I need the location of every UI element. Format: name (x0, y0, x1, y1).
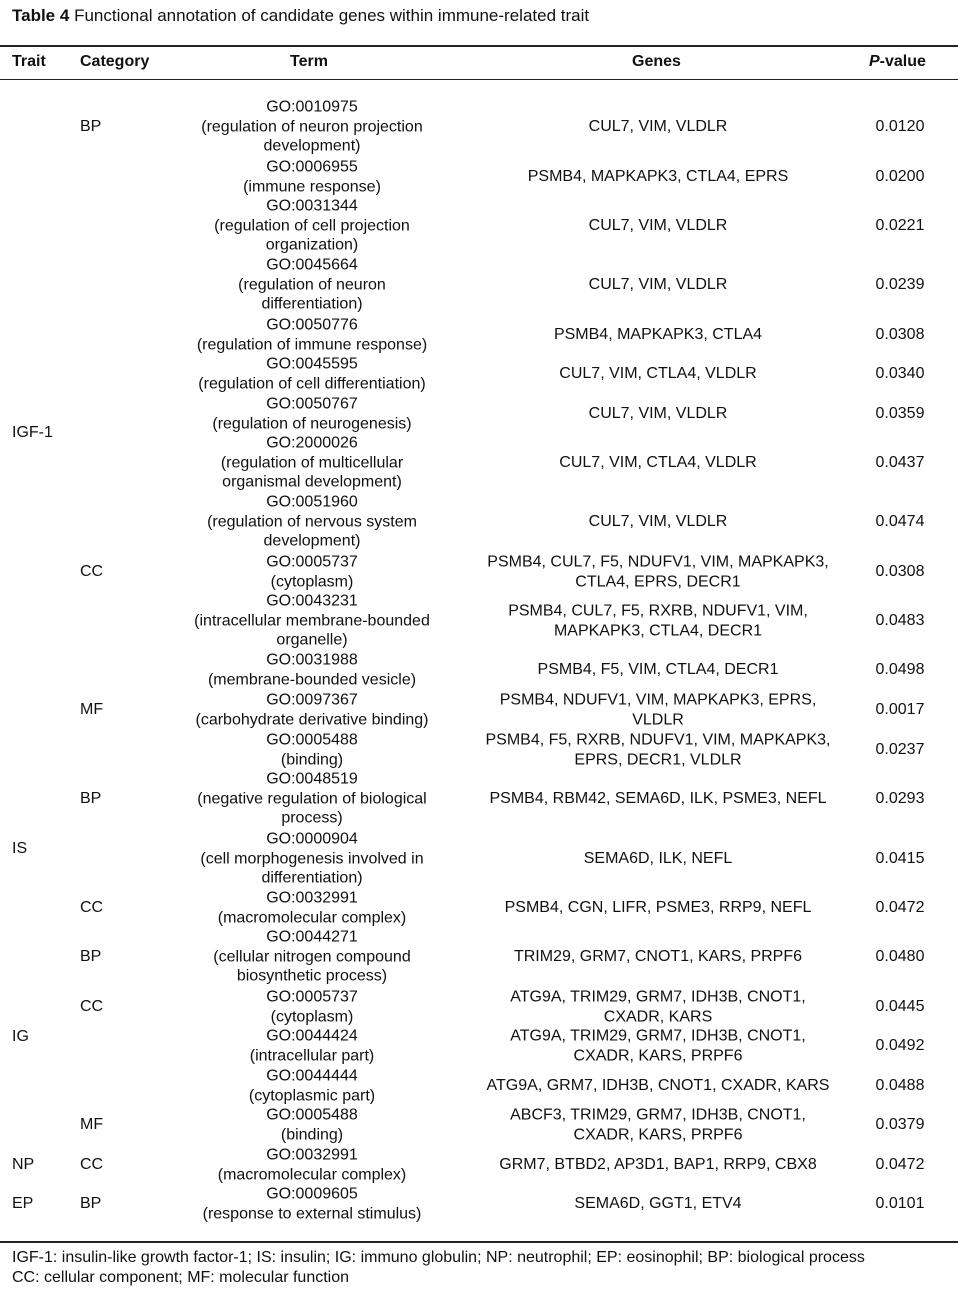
genes-cell (458, 947, 858, 967)
trait-cell: IGF-1 (12, 424, 53, 442)
term-description: biosynthetic process) (236, 967, 388, 985)
go-id: GO:0005737 (266, 988, 358, 1006)
term-cell (172, 1026, 452, 1065)
go-id: GO:0032991 (266, 1146, 358, 1164)
genes-line: MAPKAPK3, CTLA4, DECR1 (553, 622, 763, 639)
header-genes: Genes (632, 53, 681, 70)
genes-line: PSMB4, MAPKAPK3, CTLA4 (553, 326, 763, 344)
genes-cell (458, 404, 858, 424)
term-cell (172, 1105, 452, 1144)
genes-line: CTLA4, EPRS, DECR1 (575, 573, 741, 590)
genes-line: CUL7, VIM, VLDLR (588, 405, 728, 423)
term-cell (172, 255, 452, 314)
go-id: GO:0031344 (266, 197, 358, 215)
term-description: (regulation of cell differentiation) (198, 375, 426, 392)
term-cell (172, 492, 452, 551)
term-description: (macromolecular complex) (217, 909, 407, 926)
term-cell (172, 315, 452, 354)
genes-cell (458, 690, 858, 729)
go-id: GO:0006955 (266, 158, 358, 176)
pvalue-cell: 0.0445 (875, 998, 925, 1016)
pvalue-cell: 0.0379 (875, 1116, 925, 1134)
term-description: (intracellular part) (249, 1047, 375, 1064)
term-cell (172, 552, 452, 591)
genes-line: PSMB4, CUL7, F5, RXRB, NDUFV1, VIM, (508, 602, 808, 620)
pvalue-cell: 0.0492 (875, 1037, 925, 1055)
term-description: (regulation of neuron (238, 276, 386, 294)
go-id: GO:0050767 (266, 395, 358, 413)
go-id: GO:0044271 (266, 928, 358, 946)
term-description: (binding) (280, 1126, 344, 1143)
term-cell (172, 730, 452, 769)
trait-cell: NP (12, 1156, 35, 1174)
go-id: GO:0097367 (266, 691, 358, 709)
genes-cell (458, 364, 858, 384)
genes-line: PSMB4, RBM42, SEMA6D, ILK, PSME3, NEFL (489, 790, 827, 808)
category-cell: CC (80, 1156, 104, 1174)
genes-cell (458, 601, 858, 640)
term-cell (172, 650, 452, 689)
pvalue-cell: 0.0359 (875, 405, 925, 423)
term-cell (172, 196, 452, 255)
go-id: GO:2000026 (266, 434, 358, 452)
go-id: GO:0031988 (266, 651, 358, 669)
go-id: GO:0048519 (266, 770, 358, 788)
term-cell (172, 433, 452, 492)
genes-cell (458, 1076, 858, 1096)
trait-cell: IS (12, 840, 28, 858)
header-category: Category (80, 53, 150, 70)
go-id: GO:0050776 (266, 316, 358, 334)
category-cell: CC (80, 998, 104, 1016)
trait-cell: IG (12, 1028, 29, 1046)
genes-line: CUL7, VIM, CTLA4, VLDLR (559, 365, 757, 383)
header-trait: Trait (12, 53, 46, 70)
genes-line: CXADR, KARS, PRPF6 (573, 1126, 743, 1143)
term-cell (172, 888, 452, 927)
go-id: GO:0009605 (266, 1185, 358, 1203)
go-id: GO:0005737 (266, 553, 358, 571)
genes-line: CUL7, VIM, VLDLR (588, 118, 728, 136)
table-number: Table 4 (12, 6, 70, 25)
term-description: development) (263, 137, 361, 155)
pvalue-cell: 0.0308 (875, 563, 925, 581)
term-description: organelle) (276, 631, 348, 649)
term-description: (response to external stimulus) (202, 1205, 422, 1222)
genes-line: VLDLR (632, 711, 684, 728)
go-id: GO:0051960 (266, 493, 358, 511)
go-id: GO:0044424 (266, 1027, 358, 1045)
genes-line: CXADR, KARS (603, 1008, 713, 1025)
footnote-line-2: CC: cellular component; MF: molecular function (12, 1269, 350, 1286)
bottom-rule (0, 1241, 958, 1243)
top-rule (0, 45, 958, 47)
genes-line: ABCF3, TRIM29, GRM7, IDH3B, CNOT1, (510, 1106, 806, 1124)
genes-line: PSMB4, F5, RXRB, NDUFV1, VIM, MAPKAPK3, (485, 731, 831, 749)
genes-line: ATG9A, TRIM29, GRM7, IDH3B, CNOT1, (510, 1027, 806, 1045)
pvalue-cell: 0.0221 (875, 217, 925, 235)
term-description: (immune response) (243, 178, 381, 195)
term-description: (regulation of nervous system (207, 513, 417, 531)
term-description: (regulation of neurogenesis) (212, 415, 412, 432)
genes-cell (458, 849, 858, 869)
pvalue-cell: 0.0308 (875, 326, 925, 344)
term-description: organization) (265, 236, 359, 254)
term-cell (172, 690, 452, 729)
genes-cell (458, 167, 858, 187)
term-description: development) (263, 532, 361, 550)
header-rule (0, 79, 958, 80)
term-cell (172, 769, 452, 828)
term-description: (macromolecular complex) (217, 1166, 407, 1183)
term-description: (regulation of immune response) (196, 336, 428, 353)
genes-line: GRM7, BTBD2, AP3D1, BAP1, RRP9, CBX8 (499, 1156, 817, 1174)
genes-line: PSMB4, MAPKAPK3, CTLA4, EPRS (527, 168, 789, 186)
term-description: (regulation of neuron projection (201, 118, 423, 136)
genes-line: EPRS, DECR1, VLDLR (574, 751, 742, 768)
genes-cell (458, 453, 858, 473)
genes-cell (458, 730, 858, 769)
pvalue-cell: 0.0488 (875, 1077, 925, 1095)
pvalue-cell: 0.0017 (875, 701, 925, 719)
term-cell (172, 591, 452, 650)
term-cell (172, 1145, 452, 1184)
genes-line: PSMB4, F5, VIM, CTLA4, DECR1 (537, 661, 779, 679)
genes-cell (458, 1194, 858, 1214)
genes-cell (458, 1155, 858, 1175)
term-description: organismal development) (222, 473, 402, 491)
category-cell: BP (80, 1195, 102, 1213)
term-cell (172, 987, 452, 1026)
go-id: GO:0010975 (266, 98, 358, 116)
term-description: (regulation of cell projection (214, 217, 410, 235)
genes-cell (458, 216, 858, 236)
genes-cell (458, 1105, 858, 1144)
term-cell (172, 927, 452, 986)
header-pvalue-rest: -value (879, 53, 926, 70)
term-description: (cellular nitrogen compound (213, 948, 411, 966)
pvalue-cell: 0.0472 (875, 1156, 925, 1174)
term-cell (172, 1066, 452, 1105)
genes-line: SEMA6D, GGT1, ETV4 (574, 1195, 742, 1213)
pvalue-cell: 0.0415 (875, 850, 925, 868)
category-cell: MF (80, 701, 104, 719)
category-cell: BP (80, 790, 102, 808)
genes-line: CUL7, VIM, CTLA4, VLDLR (559, 454, 757, 472)
term-cell (172, 394, 452, 433)
genes-line: PSMB4, NDUFV1, VIM, MAPKAPK3, EPRS, (499, 691, 817, 709)
term-description: (regulation of multicellular (220, 454, 404, 472)
go-id: GO:0045664 (266, 256, 358, 274)
genes-cell (458, 512, 858, 532)
term-description: (cell morphogenesis involved in (200, 850, 424, 868)
pvalue-cell: 0.0474 (875, 513, 925, 531)
term-description: (cytoplasm) (270, 573, 354, 590)
genes-cell (458, 987, 858, 1026)
term-description: (cytoplasm) (270, 1008, 354, 1025)
genes-line: PSMB4, CUL7, F5, NDUFV1, VIM, MAPKAPK3, (487, 553, 829, 571)
go-id: GO:0044444 (266, 1067, 358, 1085)
category-cell: MF (80, 1116, 104, 1134)
category-cell: BP (80, 118, 102, 136)
footnote-line-1: IGF-1: insulin-like growth factor-1; IS: insulin; IG: immuno globulin; NP: neutrophil; EP: eosinophil; BP: biological process (12, 1249, 865, 1266)
term-cell (172, 1184, 452, 1223)
go-id: GO:0005488 (266, 731, 358, 749)
genes-cell (458, 789, 858, 809)
genes-line: SEMA6D, ILK, NEFL (583, 850, 733, 868)
term-description: (binding) (280, 751, 344, 768)
term-description: (negative regulation of biological (197, 790, 427, 808)
term-cell (172, 354, 452, 393)
genes-line: CUL7, VIM, VLDLR (588, 217, 728, 235)
term-description: differentiation) (261, 869, 363, 887)
trait-cell: EP (12, 1195, 34, 1213)
table-title: Functional annotation of candidate genes within immune-related trait (74, 6, 590, 25)
table-caption (12, 6, 589, 26)
pvalue-cell: 0.0101 (875, 1195, 925, 1213)
genes-cell (458, 552, 858, 591)
pvalue-cell: 0.0498 (875, 661, 925, 679)
pvalue-cell: 0.0437 (875, 454, 925, 472)
term-description: differentiation) (261, 295, 363, 313)
genes-cell (458, 1026, 858, 1065)
pvalue-cell: 0.0472 (875, 899, 925, 917)
term-cell (172, 829, 452, 888)
pvalue-cell: 0.0340 (875, 365, 925, 383)
go-id: GO:0043231 (266, 592, 358, 610)
term-description: process) (281, 809, 343, 827)
go-id: GO:0000904 (266, 830, 358, 848)
genes-line: ATG9A, GRM7, IDH3B, CNOT1, CXADR, KARS (486, 1077, 830, 1095)
go-id: GO:0045595 (266, 355, 358, 373)
header-pvalue-p: P (869, 53, 880, 70)
category-cell: CC (80, 563, 104, 581)
header-term: Term (290, 53, 328, 70)
category-cell: CC (80, 899, 104, 917)
genes-cell (458, 660, 858, 680)
term-description: (carbohydrate derivative binding) (195, 711, 429, 728)
genes-line: TRIM29, GRM7, CNOT1, KARS, PRPF6 (513, 948, 803, 966)
category-cell: BP (80, 948, 102, 966)
go-id: GO:0005488 (266, 1106, 358, 1124)
genes-line: CUL7, VIM, VLDLR (588, 276, 728, 294)
genes-cell (458, 117, 858, 137)
genes-line: CXADR, KARS, PRPF6 (573, 1047, 743, 1064)
term-description: (membrane-bounded vesicle) (207, 671, 417, 688)
pvalue-cell: 0.0237 (875, 741, 925, 759)
pvalue-cell: 0.0120 (875, 118, 925, 136)
genes-line: PSMB4, CGN, LIFR, PSME3, RRP9, NEFL (504, 899, 812, 917)
genes-line: CUL7, VIM, VLDLR (588, 513, 728, 531)
go-id: GO:0032991 (266, 889, 358, 907)
pvalue-cell: 0.0483 (875, 612, 925, 630)
pvalue-cell: 0.0293 (875, 790, 925, 808)
term-description: (cytoplasmic part) (248, 1087, 376, 1104)
genes-cell (458, 275, 858, 295)
genes-cell (458, 325, 858, 345)
term-cell (172, 157, 452, 196)
genes-cell (458, 898, 858, 918)
pvalue-cell: 0.0239 (875, 276, 925, 294)
pvalue-cell: 0.0480 (875, 948, 925, 966)
genes-line: ATG9A, TRIM29, GRM7, IDH3B, CNOT1, (510, 988, 806, 1006)
term-cell (172, 97, 452, 156)
header-pvalue (869, 53, 926, 71)
term-description: (intracellular membrane-bounded (194, 612, 430, 630)
pvalue-cell: 0.0200 (875, 168, 925, 186)
